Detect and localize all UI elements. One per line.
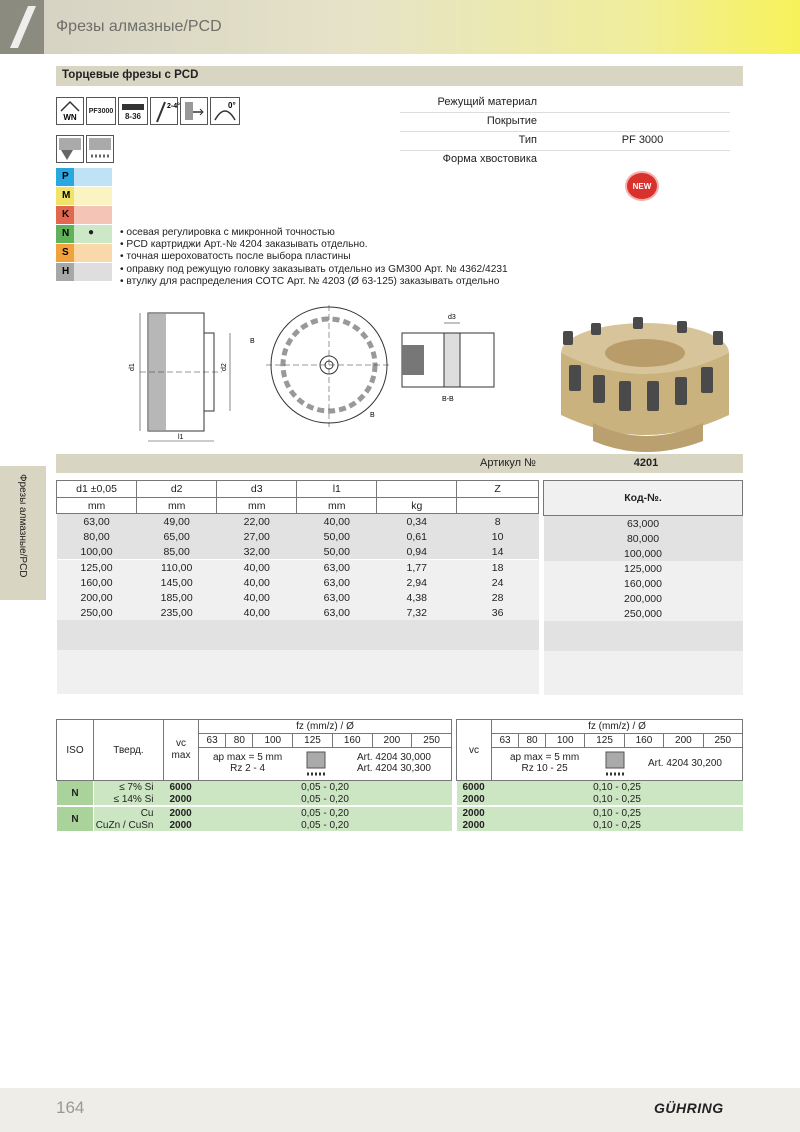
vc-header: vc: [457, 720, 492, 781]
fz-header: fz (mm/z) / Ø: [492, 720, 743, 734]
shoulder-milling-icon: [86, 135, 114, 163]
diameter-header: 250: [412, 734, 452, 748]
code-row: [544, 561, 743, 576]
note-item: • оправку под режущую головку заказывать отдельно из GM300 Арт. № 4362/4231: [120, 263, 508, 275]
product-photo: [553, 315, 735, 455]
diameter-header: 63: [199, 734, 226, 748]
table-cell: 2,94: [406, 576, 427, 589]
table-cell: 63,00: [323, 561, 350, 574]
table-row: [57, 575, 539, 590]
fz-cell: 0,05 - 0,20: [301, 781, 349, 793]
svg-text:d2: d2: [221, 363, 228, 371]
vc-cell: 2000: [169, 793, 192, 805]
unit-cell: mm: [57, 498, 137, 514]
code-cell[interactable]: 80,000: [626, 532, 660, 545]
table-cell: 32,00: [243, 545, 270, 558]
fz-cell: 0,05 - 0,20: [301, 819, 349, 831]
vc-cell: 2000: [462, 793, 485, 805]
divider: [400, 131, 730, 132]
table-cell: 125,00: [80, 561, 113, 574]
table-cell: 27,00: [243, 530, 270, 543]
table-cell: 24: [491, 576, 504, 589]
table-cell: 65,00: [163, 530, 190, 543]
table-filler: [544, 621, 743, 651]
table-cell: 63,00: [323, 591, 350, 604]
ap-value: ap max = 5 mm: [510, 752, 580, 763]
unit-cell: mm: [217, 498, 297, 514]
prop-value-type: PF 3000: [621, 134, 664, 146]
code-cell[interactable]: 63,000: [626, 517, 660, 530]
article-label: Артикул №: [480, 457, 536, 469]
col-header: d3: [217, 481, 297, 498]
svg-text:B: B: [370, 412, 375, 419]
table-cell: 63,00: [323, 606, 350, 619]
hardness-header: Тверд.: [94, 720, 164, 781]
vc-cell: 2000: [169, 807, 192, 819]
cutting-row: [457, 781, 743, 794]
iso-group-band: [74, 206, 112, 224]
section-heading: [56, 66, 743, 86]
code-row: [544, 591, 743, 606]
table-cell: 100,00: [80, 545, 113, 558]
note-item: • осевая регулировка с микронной точностью: [120, 227, 335, 238]
code-row: [544, 546, 743, 561]
diameter-header: 160: [332, 734, 372, 748]
ap-value: ap max = 5 mm: [213, 752, 283, 763]
svg-text:B-B: B-B: [442, 396, 454, 403]
code-cell[interactable]: 250,000: [624, 607, 662, 620]
cutting-row: [457, 819, 743, 832]
table-row: [57, 560, 539, 576]
hardness-cell: ≤ 7% Si: [119, 781, 154, 793]
iso-header: ISO: [57, 720, 94, 781]
table-cell: 160,00: [80, 576, 113, 589]
table-filler: [57, 620, 539, 650]
table-cell: 110,00: [161, 561, 193, 574]
diameter-header: 80: [226, 734, 253, 748]
table-cell: 50,00: [323, 530, 350, 543]
vc-cell: 2000: [462, 807, 485, 819]
prop-label-coating: Покрытие: [486, 115, 537, 127]
feed-direction-icon: [180, 97, 208, 125]
table-cell: 40,00: [243, 591, 270, 604]
unit-cell: mm: [137, 498, 217, 514]
cutting-row: [57, 819, 452, 832]
technical-drawing: [126, 305, 526, 455]
iso-mark: ●: [88, 227, 95, 238]
table-cell: 50,00: [323, 545, 350, 558]
rz-value: Rz 2 - 4: [230, 763, 266, 774]
vc-cell: 6000: [462, 781, 485, 793]
diameter-header: 125: [293, 734, 333, 748]
feature-notes: [120, 227, 508, 288]
cutting-row: [457, 793, 743, 806]
table-filler: [57, 650, 539, 694]
front-view-drawing: [250, 305, 392, 427]
col-header: d1 ±0,05: [57, 481, 137, 498]
table-cell: 36: [491, 606, 504, 619]
table-cell: 235,00: [160, 606, 193, 619]
table-header-row: [57, 481, 539, 498]
cutting-row: [457, 806, 743, 819]
prop-label-material: Режущий материал: [437, 96, 537, 108]
prop-label-type: Тип: [518, 134, 537, 146]
svg-text:d3: d3: [448, 314, 456, 321]
diameter-header: 63: [492, 734, 519, 748]
iso-letter-s: S: [56, 244, 74, 262]
iso-cell: N: [57, 781, 94, 807]
new-badge: NEW: [627, 173, 657, 199]
cutting-row: [57, 806, 452, 819]
svg-text:WN: WN: [63, 113, 77, 122]
vc-cell: 2000: [462, 819, 485, 831]
table-cell: 14: [491, 545, 504, 558]
divider: [400, 112, 730, 113]
table-cell: 8: [494, 515, 501, 528]
unit-cell: kg: [377, 498, 457, 514]
table-cell: 185,00: [160, 591, 193, 604]
note-item: • PCD картриджи Арт.-№ 4204 заказывать отдельно.: [120, 239, 368, 251]
iso-letter-k: K: [56, 206, 74, 224]
code-cell[interactable]: 125,000: [624, 562, 662, 575]
article-ref: Art. 4204 30,300: [357, 763, 431, 774]
fz-cell: 0,10 - 0,25: [593, 807, 641, 819]
table-cell: 7,32: [406, 606, 427, 619]
iso-cell: N: [57, 806, 94, 832]
table-cell: 40,00: [323, 515, 350, 528]
iso-group-band: [74, 187, 112, 205]
table-cell: 40,00: [243, 576, 270, 589]
section-view-drawing: [402, 314, 494, 403]
cutting-row: [57, 793, 452, 806]
fz-header: fz (mm/z) / Ø: [199, 720, 452, 734]
divider: [400, 150, 730, 151]
svg-text:l1: l1: [178, 434, 184, 441]
table-cell: 49,00: [163, 515, 190, 528]
table-cell: 145,00: [160, 576, 193, 589]
unit-cell: [457, 498, 539, 514]
unit-cell: mm: [297, 498, 377, 514]
page-title: Фрезы алмазные/PCD: [56, 18, 222, 35]
article-bar: [56, 454, 743, 473]
iso-group-band: [74, 244, 112, 262]
col-header: Z: [457, 481, 539, 498]
vc-cell: 6000: [169, 781, 192, 793]
fz-cell: 0,10 - 0,25: [593, 819, 641, 831]
table-cell: 28: [491, 591, 504, 604]
table-cell: 250,00: [80, 606, 113, 619]
cutting-row: [57, 781, 452, 794]
section-title: Торцевые фрезы с PCD: [62, 69, 199, 81]
table-cell: 1,77: [406, 561, 427, 574]
article-number: 4201: [633, 457, 659, 469]
code-table: [543, 480, 743, 695]
table-row: [57, 544, 539, 560]
code-row: [544, 606, 743, 621]
page-number: 164: [56, 1098, 85, 1117]
table-cell: 80,00: [83, 530, 110, 543]
side-view-drawing: [129, 313, 230, 441]
rz-value: Rz 10 - 25: [521, 763, 568, 774]
diameter-header: 100: [546, 734, 585, 748]
table-cell: 63,00: [323, 576, 350, 589]
table-filler: [544, 651, 743, 695]
cutting-data-table: [56, 719, 452, 833]
table-cell: 63,00: [83, 515, 110, 528]
iso-letter-n: N: [56, 225, 74, 243]
table-row: [57, 590, 539, 605]
code-cell[interactable]: 100,000: [624, 547, 662, 560]
diameter-header: 200: [372, 734, 412, 748]
diameter-header: 200: [664, 734, 703, 748]
ap-cell: [199, 748, 452, 781]
diameter-header: 125: [585, 734, 624, 748]
hardness-cell: CuZn / CuSn: [95, 819, 154, 831]
iso-letter-m: M: [56, 187, 74, 205]
dimensions-table: [56, 480, 539, 694]
fz-cell: 0,10 - 0,25: [593, 781, 641, 793]
brand-logo: [0, 0, 44, 54]
side-chapter-tab[interactable]: [0, 466, 46, 600]
article-ref: Art. 4204 30,200: [648, 758, 722, 769]
table-cell: 85,00: [163, 545, 190, 558]
vc-cell: 2000: [169, 819, 192, 831]
ap-cell: [492, 748, 743, 781]
hardness-cell: Cu: [140, 807, 154, 819]
diameter-header: 250: [703, 734, 742, 748]
note-item: • точная шероховатость после выбора пластины: [120, 251, 351, 263]
table-cell: 0,61: [406, 530, 427, 543]
article-ref: Art. 4204 30,000: [357, 752, 431, 763]
table-cell: 0,34: [406, 515, 427, 528]
iso-letter-p: P: [56, 168, 74, 186]
diameter-header: 80: [519, 734, 546, 748]
iso-group-band: [74, 168, 112, 186]
fz-cell: 0,05 - 0,20: [301, 793, 349, 805]
teeth-range-icon: 8-36: [118, 97, 148, 125]
code-cell[interactable]: 200,000: [624, 592, 662, 605]
svg-text:2-4°: 2-4°: [167, 103, 180, 110]
brand-logo-text: GÜHRING: [654, 1100, 724, 1116]
code-cell[interactable]: 160,000: [624, 577, 662, 590]
code-row: [544, 531, 743, 546]
svg-text:B: B: [250, 338, 255, 345]
svg-text:d1: d1: [129, 363, 136, 371]
angle-icon: [150, 97, 178, 125]
table-cell: 40,00: [243, 606, 270, 619]
table-row: [57, 529, 539, 544]
diameter-header: 100: [253, 734, 293, 748]
vc-header: vc max: [164, 720, 199, 781]
table-cell: 200,00: [80, 591, 113, 604]
insert-icon: [305, 750, 327, 778]
code-row: [544, 576, 743, 591]
table-row: [57, 514, 539, 530]
table-cell: 4,38: [406, 591, 427, 604]
note-item: • втулку для распределения СОТС Арт. № 4203 (Ø 63-125) заказывать отдельно: [120, 275, 500, 287]
table-cell: 22,00: [243, 515, 270, 528]
table-cell: 40,00: [243, 561, 270, 574]
cutting-data-table-right: [456, 719, 743, 833]
code-header: Код-№.: [544, 481, 743, 516]
insert-icon: [604, 750, 626, 778]
zero-angle-icon: [210, 97, 240, 125]
wn-icon: [56, 97, 84, 125]
fz-cell: 0,05 - 0,20: [301, 807, 349, 819]
table-unit-row: [57, 498, 539, 514]
footer: [0, 1088, 800, 1132]
table-cell: 0,94: [406, 545, 427, 558]
iso-letter-h: H: [56, 263, 74, 281]
diameter-header: 160: [624, 734, 663, 748]
side-tab-label: Фрезы алмазные/PCD: [17, 474, 28, 578]
face-milling-icon: [56, 135, 84, 163]
col-header: l1: [297, 481, 377, 498]
table-row: [57, 605, 539, 620]
col-header: [377, 481, 457, 498]
table-cell: 18: [491, 561, 504, 574]
pf3000-icon: PF3000: [86, 97, 116, 125]
fz-cell: 0,10 - 0,25: [593, 793, 641, 805]
hardness-cell: ≤ 14% Si: [113, 793, 154, 805]
svg-text:0°: 0°: [228, 101, 236, 110]
col-header: d2: [137, 481, 217, 498]
prop-label-shank: Форма хвостовика: [442, 153, 537, 165]
code-row: [544, 516, 743, 532]
iso-group-band: [74, 263, 112, 281]
table-cell: 10: [491, 530, 504, 543]
